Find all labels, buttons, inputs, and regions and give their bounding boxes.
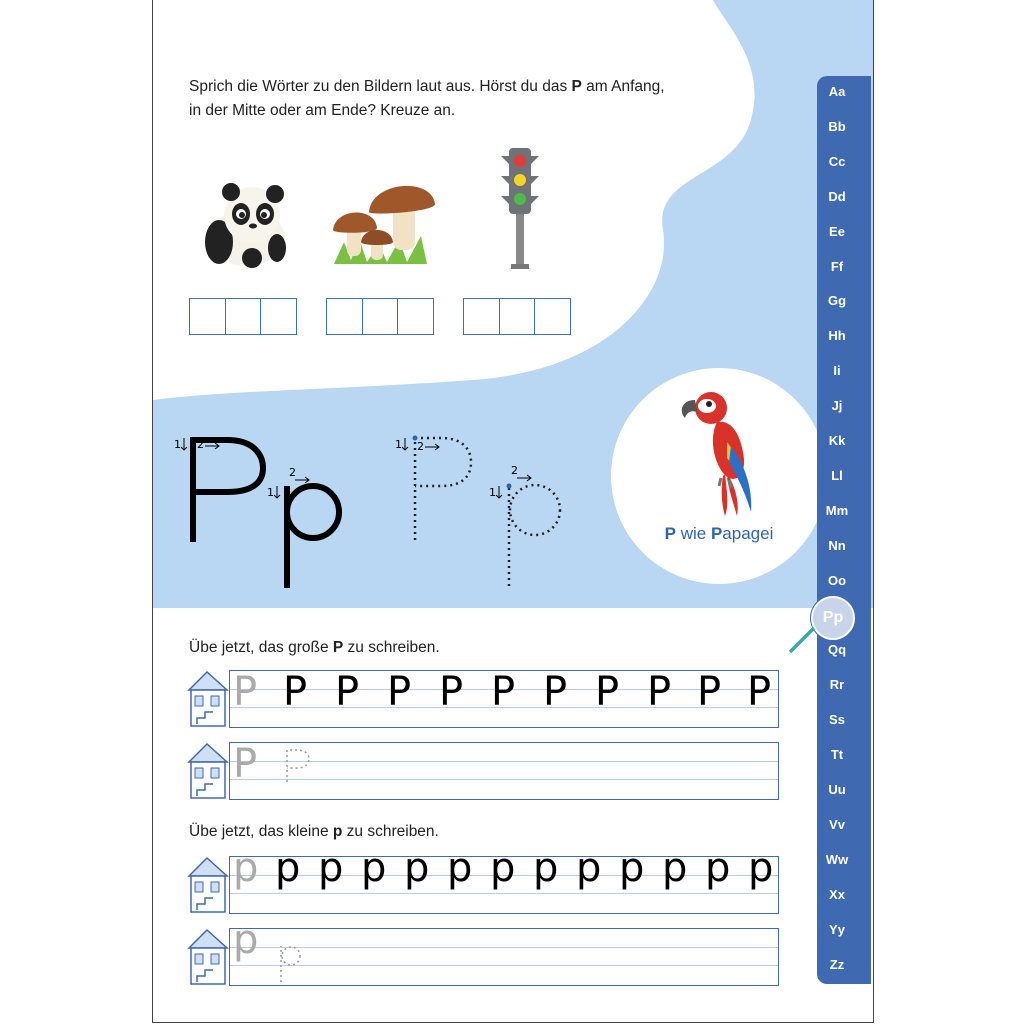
alphabet-tab-kk[interactable]: Kk <box>828 433 846 448</box>
sample-letter: p <box>662 845 688 891</box>
sample-letter: P <box>595 669 620 715</box>
alphabet-tab-bar <box>817 76 871 984</box>
sample-letter: p <box>533 845 559 891</box>
stroke-number-2d: 2 <box>511 464 518 477</box>
trace-letter: p <box>233 917 259 963</box>
trace-letter: P <box>233 741 258 787</box>
sample-letter: p <box>404 845 430 891</box>
alphabet-tab-aa[interactable]: Aa <box>828 84 846 99</box>
alphabet-tab-ee[interactable]: Ee <box>829 223 845 239</box>
alphabet-tab-hh[interactable]: Hh <box>828 328 846 344</box>
instruction-top: Sprich die Wörter zu den Bildern laut aus. Hörst du das P am Anfang, in der Mitte oder am Ende? Kreuze an. <box>189 78 665 119</box>
active-tab-pp[interactable]: Pp <box>811 596 855 640</box>
magnifier-handle <box>786 624 820 658</box>
sample-letter: P <box>647 669 672 715</box>
alphabet-tab-tt[interactable]: Tt <box>830 747 844 763</box>
trace-letter: P <box>233 669 258 715</box>
alphabet-tab-ff[interactable]: Ff <box>830 258 844 274</box>
letter-demo-solid <box>169 428 369 598</box>
sample-letter: P <box>697 669 722 715</box>
sample-letter: P <box>335 669 360 715</box>
house-icon <box>187 856 229 914</box>
sample-letter: P <box>543 669 568 715</box>
house-icon <box>187 928 229 986</box>
mascot-circle <box>611 368 827 584</box>
alphabet-tab-rr[interactable]: Rr <box>829 677 845 693</box>
sample-letter: p <box>318 845 344 891</box>
alphabet-tab-zz[interactable]: Zz <box>829 956 845 972</box>
letter-demo-dotted <box>385 428 585 598</box>
alphabet-tab-ii[interactable]: Ii <box>833 363 841 379</box>
sample-letter: P <box>491 669 516 715</box>
sample-letter: p <box>619 845 645 891</box>
writing-row-lower-1[interactable] <box>187 845 779 914</box>
alphabet-tab-mm[interactable]: Mm <box>825 502 849 518</box>
trace-letter: p <box>233 845 259 891</box>
stroke-number-2: 2 <box>197 438 204 451</box>
dotted-letter <box>283 746 313 786</box>
alphabet-tab-gg[interactable]: Gg <box>827 293 847 309</box>
alphabet-tab-dd[interactable]: Dd <box>828 188 846 204</box>
house-icon <box>187 742 229 800</box>
answer-boxes-traffic-light[interactable] <box>463 298 570 334</box>
sample-letter: P <box>439 669 464 715</box>
alphabet-tab-bb[interactable]: Bb <box>828 118 846 134</box>
sample-letter: p <box>576 845 602 891</box>
stroke-number-1c: 1 <box>395 438 402 451</box>
traffic-light-icon <box>497 146 543 272</box>
alphabet-tab-ww[interactable]: Ww <box>825 851 849 867</box>
sample-letter: P <box>747 669 772 715</box>
sample-letter: p <box>748 845 774 891</box>
writing-row-lower-2[interactable] <box>187 917 779 986</box>
instruction-lower: Übe jetzt, das kleine p zu schreiben. <box>189 823 439 840</box>
answer-boxes-panda[interactable] <box>189 298 296 334</box>
alphabet-tab-ss[interactable]: Ss <box>829 712 845 728</box>
sample-letter: p <box>361 845 387 891</box>
writing-row-upper-2[interactable] <box>187 742 779 800</box>
mushrooms-icon <box>329 172 439 272</box>
sample-letter: p <box>275 845 301 891</box>
alphabet-tab-xx[interactable]: Xx <box>829 886 845 902</box>
answer-boxes-mushrooms[interactable] <box>326 298 433 334</box>
writing-row-upper-1[interactable] <box>187 670 779 728</box>
sample-letter: p <box>705 845 731 891</box>
panda-icon <box>197 180 292 270</box>
worksheet-page <box>152 0 874 1023</box>
alphabet-tab-nn[interactable]: Nn <box>828 537 846 553</box>
alphabet-tab-jj[interactable]: Jj <box>831 398 843 414</box>
alphabet-tab-qq[interactable]: Qq <box>827 642 847 658</box>
house-icon <box>187 670 229 728</box>
alphabet-tab-yy[interactable]: Yy <box>829 921 845 937</box>
stroke-number-1d: 1 <box>489 486 496 499</box>
alphabet-tab-ll[interactable]: Ll <box>831 467 843 483</box>
sample-letter: p <box>447 845 473 891</box>
mascot-caption: P wie Papagei <box>664 524 774 543</box>
sample-letter: P <box>387 669 412 715</box>
instruction-upper: Übe jetzt, das große P zu schreiben. <box>189 639 440 656</box>
stroke-number-2c: 2 <box>417 440 424 453</box>
stroke-number-1b: 1 <box>267 486 274 499</box>
dotted-letter <box>277 944 305 984</box>
alphabet-tab-uu[interactable]: Uu <box>828 782 846 797</box>
stroke-number-1: 1 <box>174 438 181 451</box>
sample-letter: P <box>283 669 308 715</box>
sample-letter: p <box>490 845 516 891</box>
stroke-number-2b: 2 <box>289 466 296 479</box>
alphabet-tab-cc[interactable]: Cc <box>828 153 846 169</box>
alphabet-tab-vv[interactable]: Vv <box>829 816 845 832</box>
parrot-icon <box>677 382 767 518</box>
alphabet-tab-oo[interactable]: Oo <box>827 572 847 588</box>
